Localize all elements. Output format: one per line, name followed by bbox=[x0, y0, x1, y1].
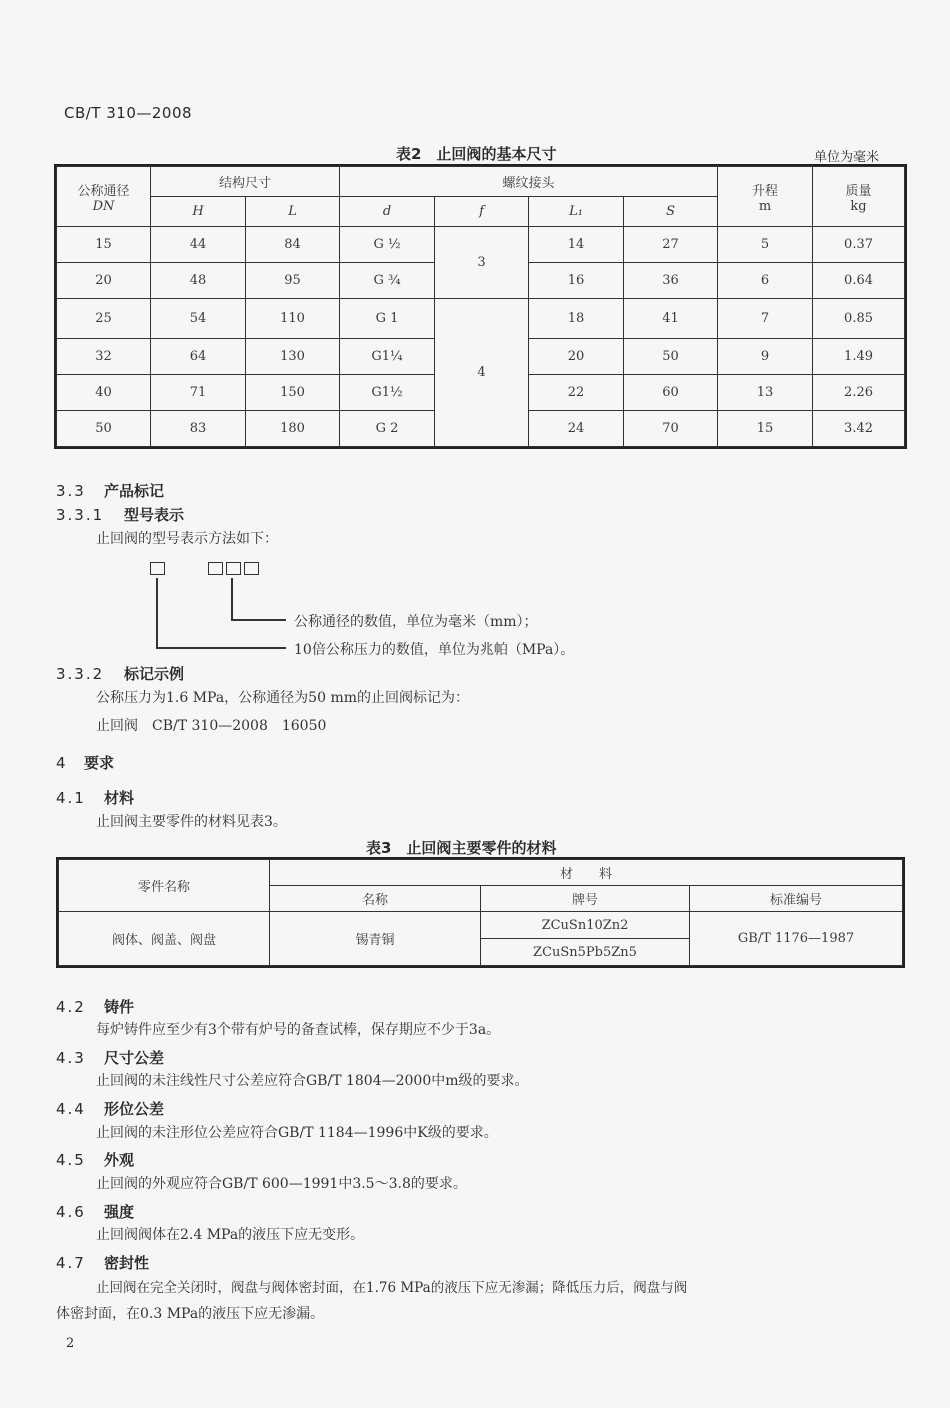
col-head-std: 标准编号 bbox=[690, 886, 903, 912]
tolerance-text: 止回阀的未注线性尺寸公差应符合GB/T 1804—2000中m级的要求。 bbox=[96, 1073, 529, 1089]
section-4-6: 4.6 强度 bbox=[56, 1203, 135, 1221]
table2-caption: 表2 止回阀的基本尺寸 bbox=[396, 145, 557, 163]
col-head-mass: 质量 kg bbox=[813, 167, 905, 227]
section-3-3: 3.3 产品标记 bbox=[56, 482, 165, 500]
col-head-d: d bbox=[340, 197, 435, 227]
label-nominal-pressure: 10倍公称压力的数值，单位为兆帕（MPa）。 bbox=[294, 642, 575, 658]
table-row: 32 64 130 G1¼ 20 50 9 1.49 bbox=[57, 339, 905, 375]
table-row: 25 54 110 G 1 4 18 41 7 0.85 bbox=[57, 299, 905, 339]
section-4-1: 4.1 材料 bbox=[56, 789, 135, 807]
col-head-part: 零件名称 bbox=[59, 860, 270, 912]
materials-text: 止回阀主要零件的材料见表3。 bbox=[96, 814, 287, 830]
col-head-thread: 螺纹接头 bbox=[340, 167, 718, 197]
col-head-h: H bbox=[151, 197, 246, 227]
example-marking: 止回阀 CB/T 310—2008 16050 bbox=[96, 718, 327, 734]
col-head-struct: 结构尺寸 bbox=[151, 167, 340, 197]
f-group-2: 4 bbox=[435, 299, 529, 447]
model-text: 止回阀的型号表示方法如下： bbox=[96, 531, 278, 547]
table2 bbox=[56, 166, 905, 447]
table3 bbox=[58, 859, 903, 966]
f-group-1: 3 bbox=[435, 227, 529, 299]
model-box-diameter bbox=[208, 560, 262, 579]
col-head-material: 材 料 bbox=[270, 860, 903, 886]
col-head-grade: 牌号 bbox=[481, 886, 690, 912]
standard-header: CB/T 310—2008 bbox=[64, 104, 193, 122]
section-4-5: 4.5 外观 bbox=[56, 1151, 135, 1169]
form-tolerance-text: 止回阀的未注形位公差应符合GB/T 1184—1996中K级的要求。 bbox=[96, 1125, 498, 1141]
section-4-2: 4.2 铸件 bbox=[56, 998, 135, 1016]
col-head-s: S bbox=[624, 197, 718, 227]
col-head-l: L bbox=[246, 197, 340, 227]
section-3-3-2: 3.3.2 标记示例 bbox=[56, 665, 185, 683]
section-4: 4 要求 bbox=[56, 754, 115, 772]
model-box-pressure bbox=[150, 560, 168, 579]
table-row: ZCuSn5Pb5Zn5 bbox=[59, 939, 903, 966]
castings-text: 每炉铸件应至少有3个带有炉号的备查试棒，保存期应不少于3a。 bbox=[96, 1022, 501, 1038]
table2-unit: 单位为毫米 bbox=[814, 150, 880, 165]
table-row: 阀体、阀盖、阀盘 锡青铜 ZCuSn10Zn2 GB/T 1176—1987 bbox=[59, 912, 903, 939]
col-head-dn: 公称通径 DN bbox=[57, 167, 151, 227]
col-head-lift: 升程 m bbox=[718, 167, 813, 227]
strength-text: 止回阀阀体在2.4 MPa的液压下应无变形。 bbox=[96, 1227, 365, 1243]
page-number: 2 bbox=[66, 1336, 75, 1351]
table3-caption: 表3 止回阀主要零件的材料 bbox=[366, 839, 557, 857]
sealing-text-1: 止回阀在完全关闭时，阀盘与阀体密封面，在1.76 MPa的液压下应无渗漏；降低压力后，阀盘与阀 bbox=[96, 1280, 688, 1296]
sealing-text-2: 体密封面，在0.3 MPa的液压下应无渗漏。 bbox=[56, 1306, 325, 1322]
section-3-3-1: 3.3.1 型号表示 bbox=[56, 506, 185, 524]
appearance-text: 止回阀的外观应符合GB/T 600—1991中3.5～3.8的要求。 bbox=[96, 1176, 467, 1192]
col-head-name: 名称 bbox=[270, 886, 481, 912]
col-head-f: f bbox=[435, 197, 529, 227]
section-4-4: 4.4 形位公差 bbox=[56, 1100, 165, 1118]
example-text: 公称压力为1.6 MPa，公称通径为50 mm的止回阀标记为： bbox=[96, 690, 470, 706]
col-head-l1: L₁ bbox=[529, 197, 624, 227]
section-4-7: 4.7 密封性 bbox=[56, 1254, 150, 1272]
table-row: 50 83 180 G 2 24 70 15 3.42 bbox=[57, 411, 905, 447]
table-row: 15 44 84 G ½ 3 14 27 5 0.37 bbox=[57, 227, 905, 263]
label-nominal-diameter: 公称通径的数值，单位为毫米（mm）； bbox=[294, 614, 538, 630]
table-row: 40 71 150 G1½ 22 60 13 2.26 bbox=[57, 375, 905, 411]
section-4-3: 4.3 尺寸公差 bbox=[56, 1049, 165, 1067]
table-row: 20 48 95 G ¾ 16 36 6 0.64 bbox=[57, 263, 905, 299]
